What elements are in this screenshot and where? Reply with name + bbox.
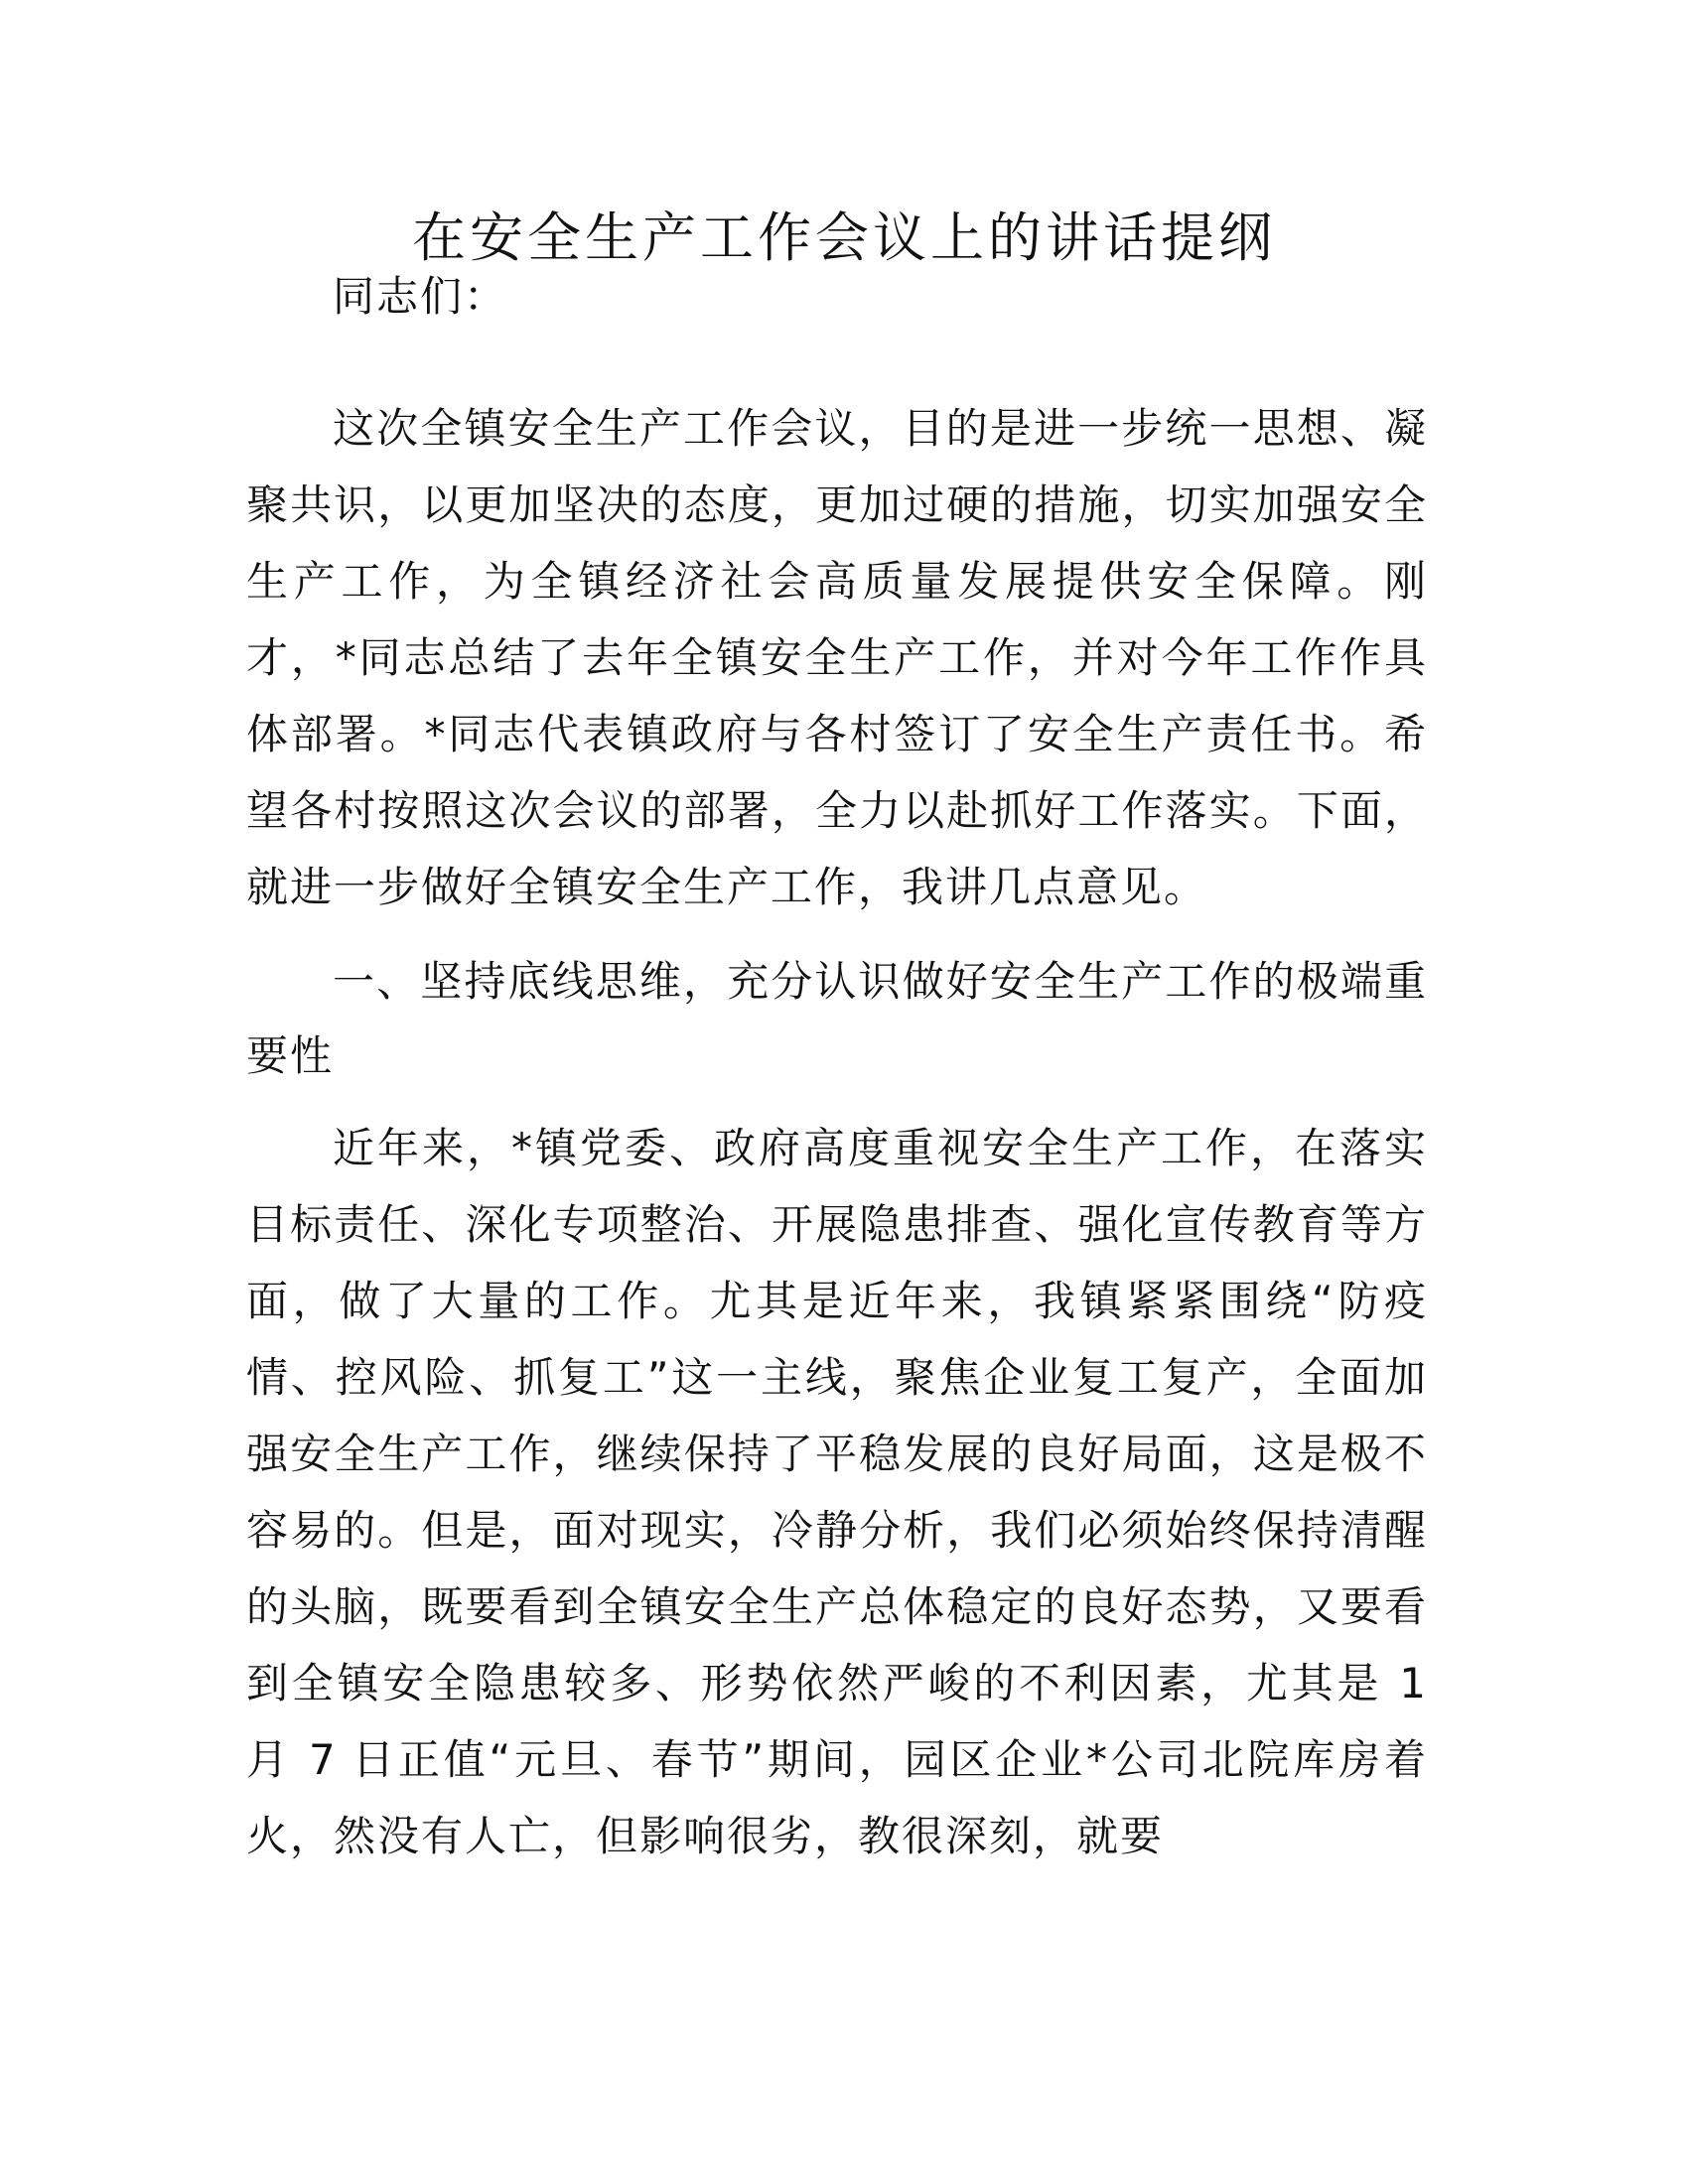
paragraph-line: 近年来，*镇党委、政府高度重视安全生产工作，在落实 [333,1124,1426,1172]
heading-line: 要性 [246,1031,335,1080]
paragraph-line: 火，然没有人亡，但影响很劣，教很深刻，就要 [246,1812,1165,1860]
paragraph-line: 到全镇安全隐患较多、形势依然严峻的不利因素，尤其是 1 [246,1659,1426,1707]
paragraph-line: 月 7 日正值“元旦、春节”期间，园区企业*公司北院库房着 [246,1735,1426,1784]
paragraph-line: 就进一步做好全镇安全生产工作，我讲几点意见。 [246,863,1208,911]
paragraph-line: 目标责任、深化专项整治、开展隐患排查、强化宣传教育等方 [246,1200,1426,1249]
paragraph-line: 体部署。*同志代表镇政府与各村签订了安全生产责任书。希 [246,710,1426,758]
heading-line: 一、坚持底线思维，充分认识做好安全生产工作的极端重 [333,957,1426,1006]
paragraph-line: 的头脑，既要看到全镇安全生产总体稳定的良好态势，又要看 [246,1582,1426,1631]
paragraph-line: 容易的。但是，面对现实，冷静分析，我们必须始终保持清醒 [246,1506,1426,1555]
paragraph-line: 情、控风险、抓复工”这一主线，聚焦企业复工复产，全面加 [246,1353,1426,1402]
paragraph-line: 才，*同志总结了去年全镇安全生产工作，并对今年工作作具 [246,633,1426,682]
paragraph-line: 望各村按照这次会议的部署，全力以赴抓好工作落实。下面， [246,786,1426,835]
paragraph-line: 面，做了大量的工作。尤其是近年来，我镇紧紧围绕“防疫 [246,1277,1426,1325]
paragraph-line: 这次全镇安全生产工作会议，目的是进一步统一思想、凝 [333,404,1426,453]
paragraph-line: 聚共识，以更加坚决的态度，更加过硬的措施，切实加强安全 [246,480,1426,529]
paragraph-line: 生产工作，为全镇经济社会高质量发展提供安全保障。刚 [246,557,1426,606]
salutation: 同志们： [333,272,508,321]
paragraph-line: 强安全生产工作，继续保持了平稳发展的良好局面，这是极不 [246,1430,1426,1478]
document-title: 在安全生产工作会议上的讲话提纲 [412,206,1276,269]
